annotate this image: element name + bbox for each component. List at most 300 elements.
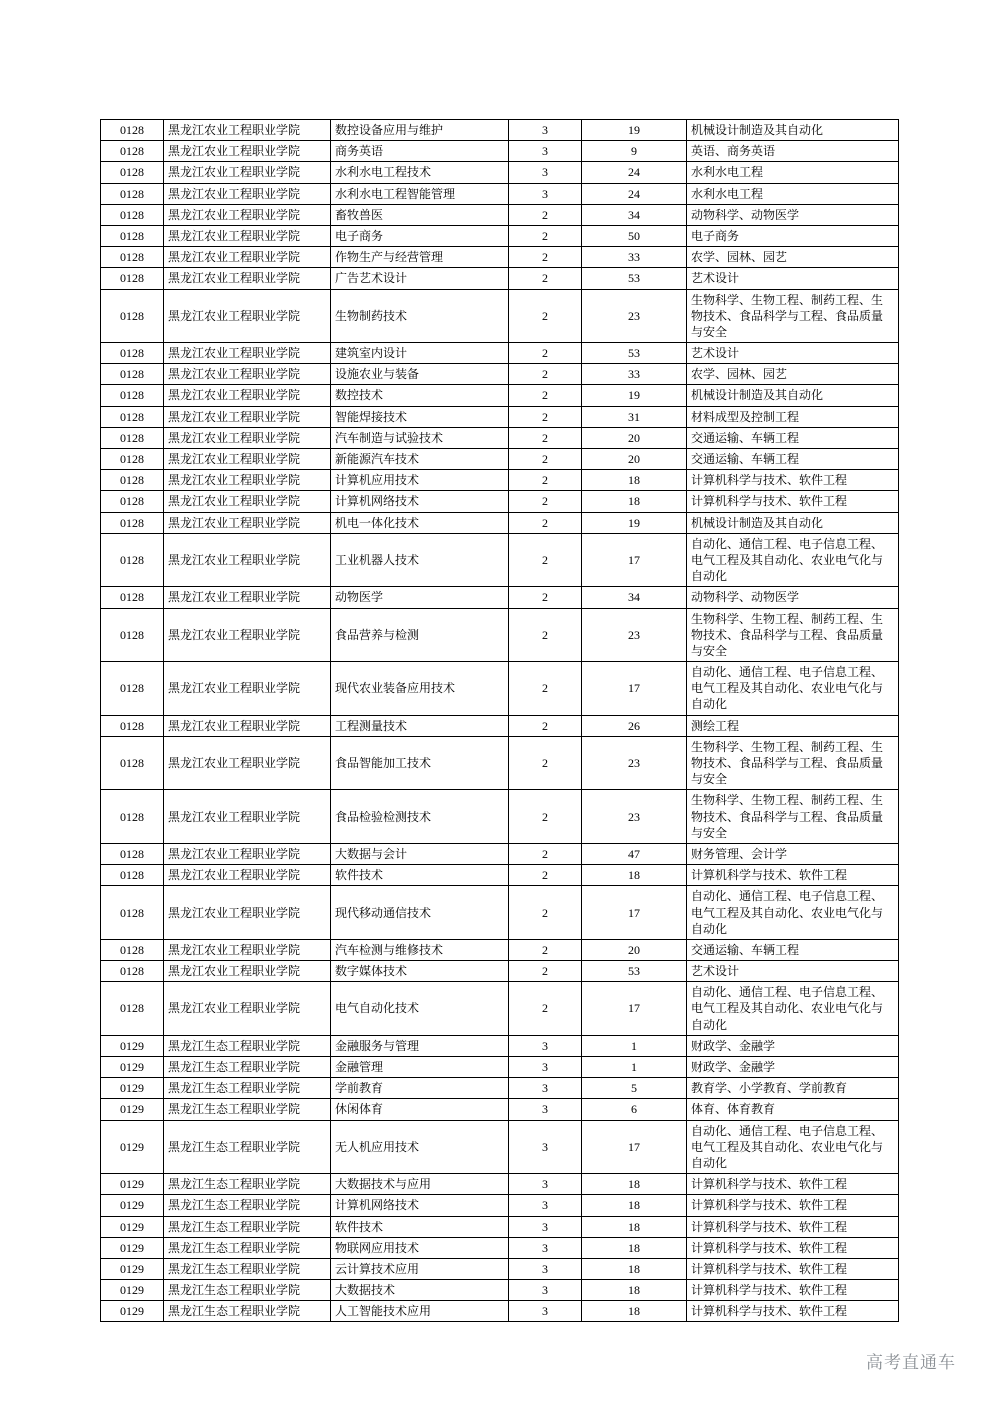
cell-count: 20 [582, 427, 687, 448]
cell-college: 黑龙江生态工程职业学院 [164, 1120, 331, 1174]
table-row [101, 1099, 899, 1120]
table-row [101, 1078, 899, 1099]
cell-code: 0129 [101, 1099, 164, 1120]
cell-major: 食品营养与检测 [331, 608, 509, 662]
cell-count: 53 [582, 268, 687, 289]
cell-years: 2 [509, 939, 582, 960]
cell-count: 53 [582, 961, 687, 982]
cell-years: 2 [509, 608, 582, 662]
cell-count: 17 [582, 662, 687, 716]
cell-related: 自动化、通信工程、电子信息工程、电气工程及其自动化、农业电气化与自动化 [687, 886, 899, 940]
cell-count: 19 [582, 120, 687, 141]
cell-code: 0128 [101, 204, 164, 225]
cell-major: 食品智能加工技术 [331, 736, 509, 790]
cell-code: 0128 [101, 406, 164, 427]
cell-college: 黑龙江生态工程职业学院 [164, 1216, 331, 1237]
cell-major: 动物医学 [331, 587, 509, 608]
cell-related: 生物科学、生物工程、制药工程、生物技术、食品科学与工程、食品质量与安全 [687, 289, 899, 343]
cell-years: 3 [509, 1099, 582, 1120]
cell-related: 机械设计制造及其自动化 [687, 385, 899, 406]
cell-college: 黑龙江农业工程职业学院 [164, 533, 331, 587]
cell-count: 20 [582, 939, 687, 960]
cell-related: 自动化、通信工程、电子信息工程、电气工程及其自动化、农业电气化与自动化 [687, 662, 899, 716]
table-row [101, 1035, 899, 1056]
cell-count: 26 [582, 715, 687, 736]
cell-related: 电子商务 [687, 225, 899, 246]
cell-count: 19 [582, 385, 687, 406]
cell-major: 电子商务 [331, 225, 509, 246]
cell-code: 0128 [101, 470, 164, 491]
table-row [101, 662, 899, 716]
cell-major: 电气自动化技术 [331, 982, 509, 1036]
cell-code: 0129 [101, 1035, 164, 1056]
cell-major: 新能源汽车技术 [331, 449, 509, 470]
table-row [101, 1258, 899, 1279]
cell-code: 0128 [101, 790, 164, 844]
cell-code: 0128 [101, 961, 164, 982]
cell-major: 工程测量技术 [331, 715, 509, 736]
cell-college: 黑龙江农业工程职业学院 [164, 470, 331, 491]
cell-college: 黑龙江农业工程职业学院 [164, 183, 331, 204]
table-row [101, 1280, 899, 1301]
cell-college: 黑龙江农业工程职业学院 [164, 449, 331, 470]
cell-code: 0128 [101, 247, 164, 268]
cell-count: 17 [582, 982, 687, 1036]
cell-count: 6 [582, 1099, 687, 1120]
cell-major: 作物生产与经营管理 [331, 247, 509, 268]
cell-major: 大数据技术 [331, 1280, 509, 1301]
cell-code: 0129 [101, 1078, 164, 1099]
cell-count: 31 [582, 406, 687, 427]
cell-related: 教育学、小学教育、学前教育 [687, 1078, 899, 1099]
cell-related: 机械设计制造及其自动化 [687, 120, 899, 141]
cell-college: 黑龙江生态工程职业学院 [164, 1035, 331, 1056]
cell-code: 0128 [101, 715, 164, 736]
cell-years: 3 [509, 141, 582, 162]
cell-years: 2 [509, 843, 582, 864]
cell-college: 黑龙江农业工程职业学院 [164, 162, 331, 183]
cell-major: 物联网应用技术 [331, 1237, 509, 1258]
cell-major: 计算机网络技术 [331, 491, 509, 512]
cell-related: 自动化、通信工程、电子信息工程、电气工程及其自动化、农业电气化与自动化 [687, 1120, 899, 1174]
cell-major: 人工智能技术应用 [331, 1301, 509, 1322]
cell-years: 2 [509, 343, 582, 364]
cell-count: 18 [582, 1195, 687, 1216]
cell-related: 计算机科学与技术、软件工程 [687, 1195, 899, 1216]
cell-college: 黑龙江农业工程职业学院 [164, 204, 331, 225]
cell-count: 1 [582, 1057, 687, 1078]
cell-related: 财务管理、会计学 [687, 843, 899, 864]
cell-code: 0129 [101, 1120, 164, 1174]
cell-code: 0128 [101, 736, 164, 790]
cell-college: 黑龙江农业工程职业学院 [164, 141, 331, 162]
table-row [101, 982, 899, 1036]
cell-major: 水利水电工程智能管理 [331, 183, 509, 204]
cell-major: 数字媒体技术 [331, 961, 509, 982]
cell-count: 23 [582, 736, 687, 790]
cell-related: 自动化、通信工程、电子信息工程、电气工程及其自动化、农业电气化与自动化 [687, 533, 899, 587]
cell-years: 2 [509, 533, 582, 587]
cell-code: 0128 [101, 120, 164, 141]
table-row [101, 608, 899, 662]
table-row [101, 449, 899, 470]
cell-college: 黑龙江农业工程职业学院 [164, 364, 331, 385]
cell-college: 黑龙江农业工程职业学院 [164, 961, 331, 982]
cell-code: 0128 [101, 608, 164, 662]
cell-major: 软件技术 [331, 865, 509, 886]
cell-major: 汽车检测与维修技术 [331, 939, 509, 960]
cell-college: 黑龙江农业工程职业学院 [164, 982, 331, 1036]
table-row [101, 141, 899, 162]
cell-years: 3 [509, 1301, 582, 1322]
cell-years: 3 [509, 1057, 582, 1078]
cell-major: 建筑室内设计 [331, 343, 509, 364]
cell-college: 黑龙江农业工程职业学院 [164, 406, 331, 427]
cell-college: 黑龙江生态工程职业学院 [164, 1195, 331, 1216]
cell-years: 3 [509, 1237, 582, 1258]
table-row [101, 865, 899, 886]
cell-count: 34 [582, 587, 687, 608]
cell-years: 2 [509, 449, 582, 470]
cell-years: 2 [509, 982, 582, 1036]
cell-count: 20 [582, 449, 687, 470]
cell-major: 食品检验检测技术 [331, 790, 509, 844]
cell-count: 17 [582, 886, 687, 940]
cell-college: 黑龙江农业工程职业学院 [164, 385, 331, 406]
cell-major: 畜牧兽医 [331, 204, 509, 225]
cell-count: 9 [582, 141, 687, 162]
cell-years: 2 [509, 790, 582, 844]
cell-related: 计算机科学与技术、软件工程 [687, 1258, 899, 1279]
table-row [101, 736, 899, 790]
cell-major: 软件技术 [331, 1216, 509, 1237]
table-row [101, 715, 899, 736]
cell-major: 设施农业与装备 [331, 364, 509, 385]
cell-years: 3 [509, 1280, 582, 1301]
cell-count: 24 [582, 183, 687, 204]
cell-code: 0128 [101, 533, 164, 587]
cell-code: 0128 [101, 662, 164, 716]
cell-college: 黑龙江农业工程职业学院 [164, 865, 331, 886]
cell-count: 53 [582, 343, 687, 364]
table-row [101, 491, 899, 512]
table-row [101, 343, 899, 364]
cell-count: 18 [582, 1216, 687, 1237]
cell-related: 计算机科学与技术、软件工程 [687, 1280, 899, 1301]
cell-related: 机械设计制造及其自动化 [687, 512, 899, 533]
table-row [101, 1301, 899, 1322]
table-row [101, 204, 899, 225]
cell-related: 计算机科学与技术、软件工程 [687, 1174, 899, 1195]
cell-major: 广告艺术设计 [331, 268, 509, 289]
cell-years: 2 [509, 715, 582, 736]
table-row [101, 120, 899, 141]
table-row [101, 1195, 899, 1216]
cell-years: 2 [509, 364, 582, 385]
cell-code: 0128 [101, 865, 164, 886]
cell-related: 计算机科学与技术、软件工程 [687, 865, 899, 886]
cell-years: 3 [509, 1120, 582, 1174]
cell-code: 0128 [101, 183, 164, 204]
cell-related: 计算机科学与技术、软件工程 [687, 1301, 899, 1322]
table-row [101, 1216, 899, 1237]
cell-count: 17 [582, 1120, 687, 1174]
cell-college: 黑龙江生态工程职业学院 [164, 1174, 331, 1195]
cell-years: 2 [509, 406, 582, 427]
cell-count: 18 [582, 1280, 687, 1301]
cell-years: 2 [509, 865, 582, 886]
cell-related: 自动化、通信工程、电子信息工程、电气工程及其自动化、农业电气化与自动化 [687, 982, 899, 1036]
cell-college: 黑龙江生态工程职业学院 [164, 1057, 331, 1078]
cell-years: 2 [509, 662, 582, 716]
cell-related: 艺术设计 [687, 268, 899, 289]
cell-college: 黑龙江农业工程职业学院 [164, 886, 331, 940]
cell-years: 3 [509, 1195, 582, 1216]
cell-code: 0129 [101, 1301, 164, 1322]
cell-code: 0129 [101, 1258, 164, 1279]
table-row [101, 268, 899, 289]
cell-years: 2 [509, 470, 582, 491]
cell-major: 金融服务与管理 [331, 1035, 509, 1056]
cell-count: 18 [582, 1258, 687, 1279]
cell-related: 动物科学、动物医学 [687, 204, 899, 225]
cell-count: 33 [582, 247, 687, 268]
cell-code: 0128 [101, 162, 164, 183]
cell-college: 黑龙江农业工程职业学院 [164, 939, 331, 960]
cell-related: 英语、商务英语 [687, 141, 899, 162]
cell-college: 黑龙江农业工程职业学院 [164, 512, 331, 533]
cell-count: 18 [582, 1174, 687, 1195]
cell-code: 0129 [101, 1195, 164, 1216]
table-row [101, 1057, 899, 1078]
cell-related: 水利水电工程 [687, 183, 899, 204]
cell-related: 艺术设计 [687, 961, 899, 982]
table-row [101, 961, 899, 982]
cell-count: 18 [582, 1237, 687, 1258]
cell-major: 水利水电工程技术 [331, 162, 509, 183]
cell-college: 黑龙江生态工程职业学院 [164, 1099, 331, 1120]
cell-code: 0128 [101, 141, 164, 162]
table-row [101, 247, 899, 268]
cell-count: 17 [582, 533, 687, 587]
cell-code: 0128 [101, 427, 164, 448]
table-row [101, 162, 899, 183]
table-row [101, 289, 899, 343]
cell-years: 2 [509, 289, 582, 343]
cell-college: 黑龙江农业工程职业学院 [164, 120, 331, 141]
cell-years: 3 [509, 183, 582, 204]
cell-major: 数控技术 [331, 385, 509, 406]
cell-major: 计算机网络技术 [331, 1195, 509, 1216]
cell-related: 生物科学、生物工程、制药工程、生物技术、食品科学与工程、食品质量与安全 [687, 790, 899, 844]
cell-major: 数控设备应用与维护 [331, 120, 509, 141]
cell-code: 0129 [101, 1280, 164, 1301]
cell-college: 黑龙江生态工程职业学院 [164, 1280, 331, 1301]
cell-college: 黑龙江农业工程职业学院 [164, 736, 331, 790]
table-row [101, 406, 899, 427]
cell-college: 黑龙江农业工程职业学院 [164, 843, 331, 864]
cell-college: 黑龙江农业工程职业学院 [164, 587, 331, 608]
table-row [101, 587, 899, 608]
cell-years: 2 [509, 204, 582, 225]
cell-major: 无人机应用技术 [331, 1120, 509, 1174]
cell-count: 19 [582, 512, 687, 533]
watermark-text: 高考直通车 [866, 1353, 956, 1372]
cell-code: 0128 [101, 886, 164, 940]
cell-code: 0129 [101, 1237, 164, 1258]
cell-code: 0128 [101, 385, 164, 406]
cell-years: 2 [509, 427, 582, 448]
cell-major: 生物制药技术 [331, 289, 509, 343]
cell-count: 33 [582, 364, 687, 385]
cell-related: 水利水电工程 [687, 162, 899, 183]
table-row [101, 225, 899, 246]
cell-major: 计算机应用技术 [331, 470, 509, 491]
cell-years: 2 [509, 512, 582, 533]
cell-related: 交通运输、车辆工程 [687, 427, 899, 448]
cell-college: 黑龙江农业工程职业学院 [164, 225, 331, 246]
cell-code: 0128 [101, 491, 164, 512]
table-row [101, 843, 899, 864]
cell-major: 现代移动通信技术 [331, 886, 509, 940]
cell-major: 云计算技术应用 [331, 1258, 509, 1279]
cell-years: 2 [509, 247, 582, 268]
cell-major: 休闲体育 [331, 1099, 509, 1120]
cell-related: 测绘工程 [687, 715, 899, 736]
cell-major: 大数据与会计 [331, 843, 509, 864]
table-row [101, 886, 899, 940]
cell-major: 现代农业装备应用技术 [331, 662, 509, 716]
table-row [101, 1237, 899, 1258]
cell-years: 2 [509, 587, 582, 608]
cell-related: 交通运输、车辆工程 [687, 449, 899, 470]
cell-college: 黑龙江农业工程职业学院 [164, 289, 331, 343]
table-body [101, 120, 899, 1322]
cell-college: 黑龙江农业工程职业学院 [164, 427, 331, 448]
table-row [101, 470, 899, 491]
cell-code: 0128 [101, 268, 164, 289]
cell-related: 交通运输、车辆工程 [687, 939, 899, 960]
cell-code: 0128 [101, 939, 164, 960]
cell-college: 黑龙江农业工程职业学院 [164, 343, 331, 364]
cell-major: 金融管理 [331, 1057, 509, 1078]
cell-code: 0128 [101, 364, 164, 385]
cell-years: 2 [509, 961, 582, 982]
cell-related: 农学、园林、园艺 [687, 247, 899, 268]
cell-count: 47 [582, 843, 687, 864]
cell-years: 2 [509, 268, 582, 289]
cell-count: 23 [582, 289, 687, 343]
cell-major: 商务英语 [331, 141, 509, 162]
cell-college: 黑龙江农业工程职业学院 [164, 608, 331, 662]
cell-years: 3 [509, 120, 582, 141]
cell-related: 农学、园林、园艺 [687, 364, 899, 385]
cell-years: 2 [509, 225, 582, 246]
cell-major: 大数据技术与应用 [331, 1174, 509, 1195]
cell-count: 23 [582, 608, 687, 662]
cell-related: 体育、体育教育 [687, 1099, 899, 1120]
table-row [101, 1120, 899, 1174]
cell-major: 智能焊接技术 [331, 406, 509, 427]
cell-count: 34 [582, 204, 687, 225]
cell-related: 材料成型及控制工程 [687, 406, 899, 427]
cell-count: 5 [582, 1078, 687, 1099]
cell-related: 生物科学、生物工程、制药工程、生物技术、食品科学与工程、食品质量与安全 [687, 736, 899, 790]
cell-related: 财政学、金融学 [687, 1057, 899, 1078]
cell-code: 0129 [101, 1216, 164, 1237]
cell-count: 1 [582, 1035, 687, 1056]
cell-count: 18 [582, 865, 687, 886]
cell-college: 黑龙江农业工程职业学院 [164, 662, 331, 716]
cell-count: 18 [582, 491, 687, 512]
cell-college: 黑龙江农业工程职业学院 [164, 247, 331, 268]
cell-college: 黑龙江农业工程职业学院 [164, 268, 331, 289]
cell-years: 3 [509, 1078, 582, 1099]
cell-years: 3 [509, 1258, 582, 1279]
cell-college: 黑龙江生态工程职业学院 [164, 1078, 331, 1099]
cell-major: 汽车制造与试验技术 [331, 427, 509, 448]
cell-count: 23 [582, 790, 687, 844]
cell-related: 计算机科学与技术、软件工程 [687, 470, 899, 491]
cell-years: 2 [509, 736, 582, 790]
cell-count: 24 [582, 162, 687, 183]
admissions-table [100, 119, 899, 1322]
table-row [101, 183, 899, 204]
cell-years: 2 [509, 385, 582, 406]
cell-major: 机电一体化技术 [331, 512, 509, 533]
cell-code: 0128 [101, 512, 164, 533]
cell-college: 黑龙江生态工程职业学院 [164, 1237, 331, 1258]
cell-college: 黑龙江生态工程职业学院 [164, 1301, 331, 1322]
cell-code: 0128 [101, 587, 164, 608]
cell-related: 计算机科学与技术、软件工程 [687, 491, 899, 512]
cell-major: 学前教育 [331, 1078, 509, 1099]
table-row [101, 385, 899, 406]
cell-code: 0128 [101, 982, 164, 1036]
cell-college: 黑龙江生态工程职业学院 [164, 1258, 331, 1279]
cell-code: 0129 [101, 1174, 164, 1195]
cell-code: 0128 [101, 343, 164, 364]
cell-years: 3 [509, 162, 582, 183]
cell-related: 生物科学、生物工程、制药工程、生物技术、食品科学与工程、食品质量与安全 [687, 608, 899, 662]
cell-count: 18 [582, 1301, 687, 1322]
cell-code: 0128 [101, 843, 164, 864]
cell-years: 2 [509, 886, 582, 940]
table-row [101, 364, 899, 385]
table-row [101, 427, 899, 448]
cell-count: 18 [582, 470, 687, 491]
cell-related: 计算机科学与技术、软件工程 [687, 1216, 899, 1237]
table-row [101, 512, 899, 533]
cell-years: 3 [509, 1035, 582, 1056]
cell-code: 0129 [101, 1057, 164, 1078]
cell-college: 黑龙江农业工程职业学院 [164, 790, 331, 844]
cell-related: 艺术设计 [687, 343, 899, 364]
cell-years: 3 [509, 1174, 582, 1195]
cell-code: 0128 [101, 449, 164, 470]
table-row [101, 939, 899, 960]
cell-count: 50 [582, 225, 687, 246]
cell-college: 黑龙江农业工程职业学院 [164, 491, 331, 512]
cell-code: 0128 [101, 225, 164, 246]
cell-code: 0128 [101, 289, 164, 343]
cell-years: 2 [509, 491, 582, 512]
cell-related: 动物科学、动物医学 [687, 587, 899, 608]
table-row [101, 1174, 899, 1195]
cell-major: 工业机器人技术 [331, 533, 509, 587]
table-row [101, 790, 899, 844]
table-row [101, 533, 899, 587]
